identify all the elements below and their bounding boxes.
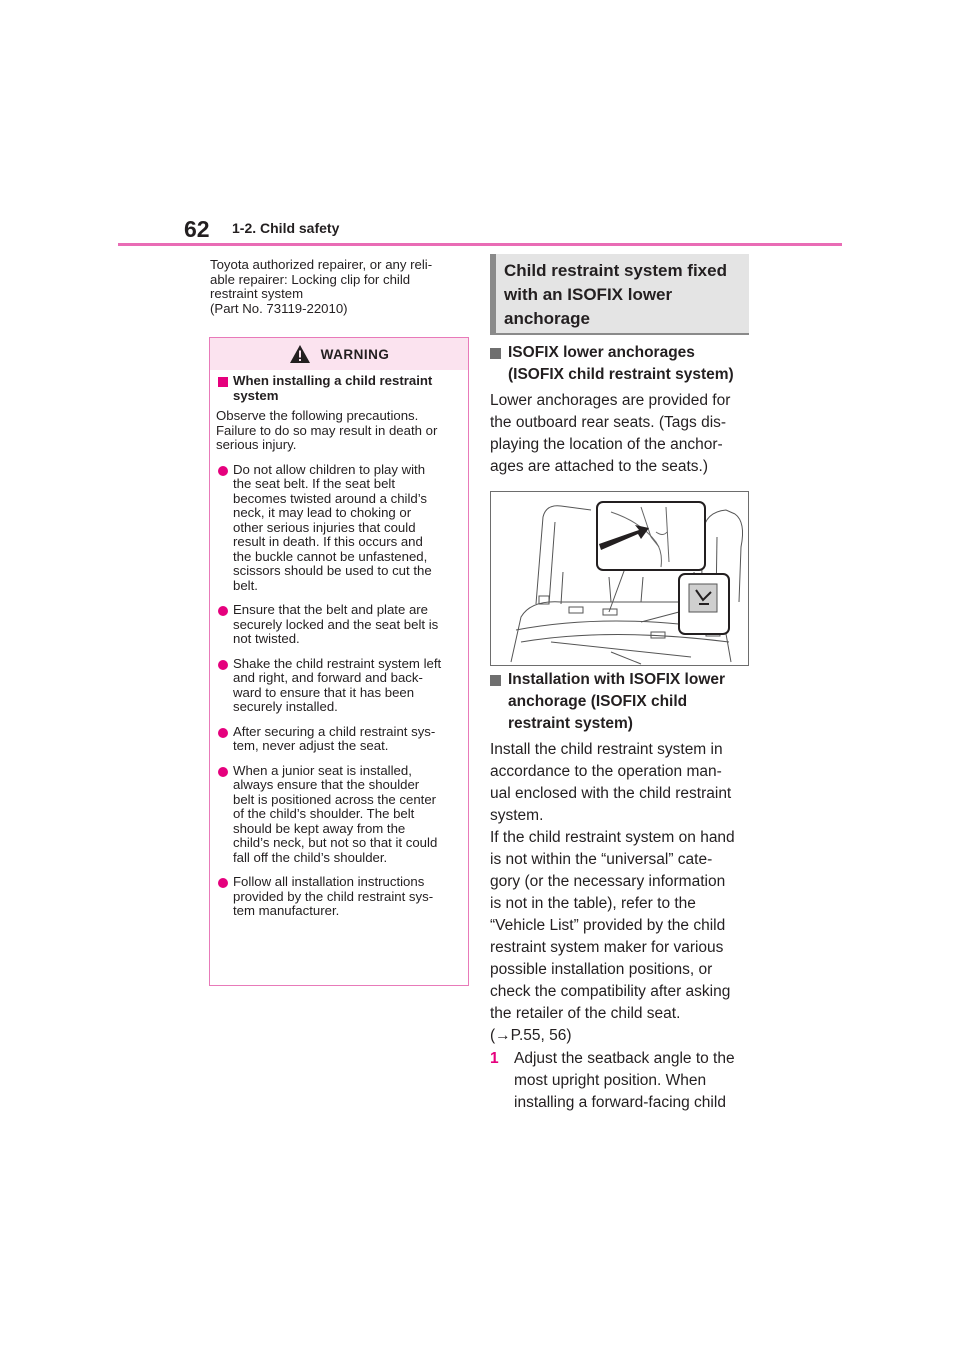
warning-item-line: other serious injuries that could xyxy=(233,519,416,535)
heading-line: with an ISOFIX lower xyxy=(504,285,673,304)
warning-item xyxy=(216,463,460,594)
warning-item xyxy=(216,603,460,647)
warning-intro xyxy=(216,409,460,453)
warning-body xyxy=(210,374,468,919)
rear-seat-anchorage-illustration xyxy=(490,491,749,666)
paragraph-line: If the child restraint system on hand xyxy=(490,829,735,846)
warning-item-line: Follow all installation instructions xyxy=(233,874,425,889)
warning-item-line: provided by the child restraint sys- xyxy=(233,888,434,904)
warning-item-line: securely installed. xyxy=(233,699,338,714)
paragraph-line: is not in the table), refer to the xyxy=(490,895,696,912)
intro-line: able repairer: Locking clip for child xyxy=(210,271,411,287)
intro-line: Toyota authorized repairer, or any reli- xyxy=(210,257,433,272)
intro-line: (Part No. 73119-22010) xyxy=(210,300,348,316)
warning-subheading xyxy=(216,374,460,403)
warning-item-line: Shake the child restraint system left xyxy=(233,655,442,671)
heading-line: Child restraint system fixed xyxy=(504,261,727,280)
round-bullet-icon xyxy=(218,606,228,616)
warning-item-line: ward to ensure that it has been xyxy=(233,684,415,700)
paragraph-line: the retailer of the child seat. xyxy=(490,1005,681,1022)
subheading-line: restraint system) xyxy=(508,715,633,732)
paragraph-line: Lower anchorages are provided for xyxy=(490,392,731,409)
round-bullet-icon xyxy=(218,466,228,476)
round-bullet-icon xyxy=(218,878,228,888)
warning-item-line: securely locked and the seat belt is xyxy=(233,616,439,632)
warning-item-line: should be kept away from the xyxy=(233,820,406,836)
subheading-line: ISOFIX lower anchorages xyxy=(508,344,695,361)
warning-intro-line: serious injury. xyxy=(216,437,297,452)
step-line: installing a forward-facing child xyxy=(514,1094,726,1111)
warning-label: WARNING xyxy=(320,346,390,362)
square-bullet-icon xyxy=(490,675,501,686)
step-line: Adjust the seatback angle to the xyxy=(514,1050,735,1067)
paragraph-line: possible installation positions, or xyxy=(490,961,713,978)
warning-box xyxy=(209,337,469,986)
warning-item-line: belt is positioned across the center xyxy=(233,791,437,807)
warning-triangle-icon xyxy=(289,344,311,364)
warning-item xyxy=(216,764,460,866)
paragraph-line: playing the location of the anchor- xyxy=(490,436,723,453)
heading-line: anchorage xyxy=(504,309,590,328)
intro-paragraph xyxy=(210,258,472,316)
subheading-line: When installing a child restraint xyxy=(233,373,433,388)
warning-intro-line: Observe the following precautions. xyxy=(216,408,419,423)
paragraph-line: gory (or the necessary information xyxy=(490,873,726,890)
paragraph-line: accordance to the operation man- xyxy=(490,763,722,780)
square-bullet-icon xyxy=(218,377,228,387)
warning-header xyxy=(210,338,468,370)
warning-item-line: scissors should be used to cut the xyxy=(233,563,432,578)
round-bullet-icon xyxy=(218,767,228,777)
subheading-isofix-anchorages xyxy=(490,342,752,386)
section-heading xyxy=(490,254,749,335)
warning-item-line: the seat belt. If the seat belt xyxy=(233,476,396,491)
installation-paragraph xyxy=(490,739,754,1047)
subheading-line: Installation with ISOFIX lower xyxy=(508,671,726,688)
warning-item-line: the buckle cannot be unfastened, xyxy=(233,548,428,564)
warning-item-line: becomes twisted around a child’s xyxy=(233,490,428,506)
warning-item-line: Ensure that the belt and plate are xyxy=(233,602,429,617)
warning-item-line: of the child’s shoulder. The belt xyxy=(233,806,415,821)
subheading-line: anchorage (ISOFIX child xyxy=(508,693,688,710)
rear-seat-drawing xyxy=(491,492,748,665)
warning-item-line: When a junior seat is installed, xyxy=(233,762,412,778)
warning-item-line: belt. xyxy=(233,577,258,593)
paragraph-line: Install the child restraint system in xyxy=(490,741,723,758)
paragraph-line: is not within the “universal” cate- xyxy=(490,851,713,868)
page-reference: (→P.55, 56) xyxy=(490,1027,572,1044)
warning-item-line: always ensure that the shoulder xyxy=(233,777,420,792)
warning-item-line: After securing a child restraint sys- xyxy=(233,723,436,739)
paragraph-line: the outboard rear seats. (Tags dis- xyxy=(490,414,727,431)
paragraph-line: “Vehicle List” provided by the child xyxy=(490,917,726,934)
round-bullet-icon xyxy=(218,728,228,738)
paragraph-line: ages are attached to the seats.) xyxy=(490,458,708,475)
warning-intro-line: Failure to do so may result in death or xyxy=(216,422,438,438)
anchorage-paragraph xyxy=(490,390,754,478)
warning-item-line: Do not allow children to play with xyxy=(233,461,426,477)
paragraph-line: restraint system maker for various xyxy=(490,939,724,956)
step-number: 1 xyxy=(490,1050,499,1067)
warning-item xyxy=(216,875,460,919)
warning-item-line: result in death. If this occurs and xyxy=(233,534,423,549)
paragraph-line: ual enclosed with the child restraint xyxy=(490,785,732,802)
warning-item-line: not twisted. xyxy=(233,631,300,646)
warning-item xyxy=(216,725,460,754)
page-number: 62 xyxy=(184,216,210,242)
warning-item xyxy=(216,657,460,715)
warning-item-line: tem, never adjust the seat. xyxy=(233,738,389,753)
warning-item-line: and right, and forward and back- xyxy=(233,670,423,685)
round-bullet-icon xyxy=(218,660,228,670)
square-bullet-icon xyxy=(490,348,501,359)
warning-item-line: neck, it may lead to choking or xyxy=(233,505,412,520)
section-title: 1-2. Child safety xyxy=(232,220,340,236)
warning-item-line: child’s neck, but not so that it could xyxy=(233,835,438,850)
warning-item-line: tem manufacturer. xyxy=(233,903,340,918)
subheading-line: (ISOFIX child restraint system) xyxy=(508,366,734,383)
step-1 xyxy=(490,1048,754,1114)
paragraph-line: system. xyxy=(490,807,544,824)
subheading-installation xyxy=(490,669,752,735)
paragraph-line: check the compatibility after asking xyxy=(490,983,731,1000)
subheading-line: system xyxy=(233,387,279,403)
step-line: most upright position. When xyxy=(514,1072,707,1089)
header-divider xyxy=(118,243,842,246)
warning-item-line: fall off the child’s shoulder. xyxy=(233,849,388,865)
intro-line: restraint system xyxy=(210,286,304,301)
